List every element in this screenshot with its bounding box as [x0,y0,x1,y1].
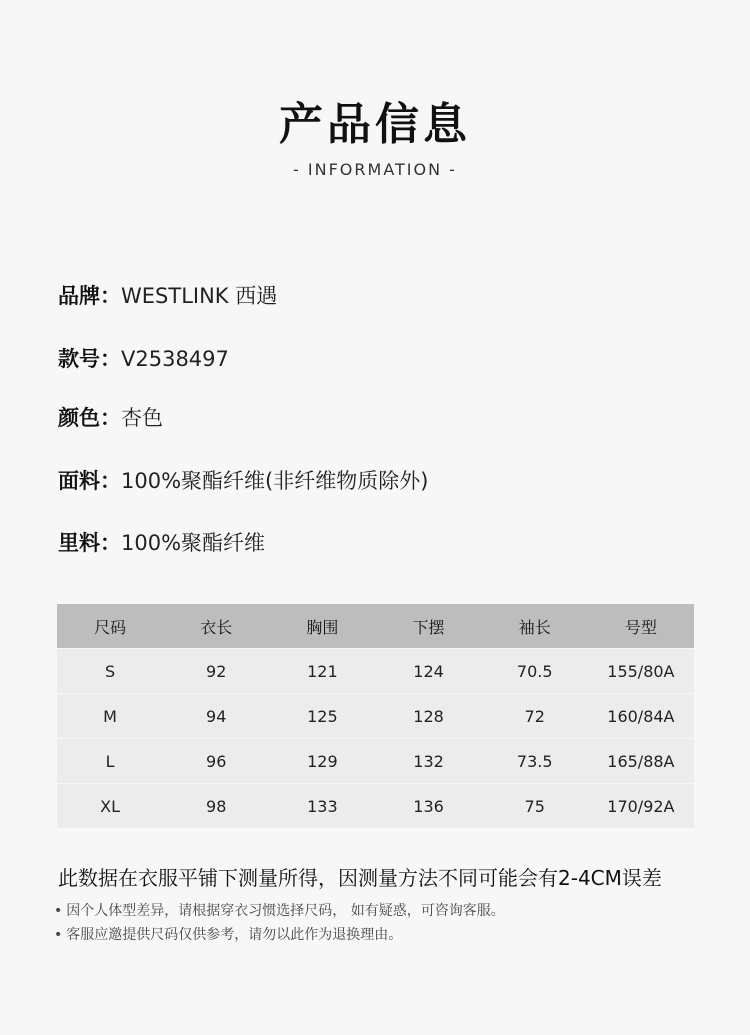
info-color-key: 颜色： [58,406,121,430]
info-style-no-key: 款号： [58,347,121,371]
table-cell: 98 [163,784,269,829]
table-row [57,739,694,784]
table-cell: XL [57,784,163,829]
note-bullet-text: 因个人体型差异，请根据穿衣习惯选择尺码， 如有疑惑，可咨询客服。 [66,903,505,919]
info-lining-key: 里料： [58,531,121,555]
table-cell: 92 [163,649,269,694]
info-fabric-key: 面料： [58,469,121,493]
bullet-dot-icon: • [54,903,63,919]
info-fabric [58,465,428,495]
info-style-no-value: V2538497 [121,347,229,371]
table-cell: 129 [269,739,375,784]
table-cell: 121 [269,649,375,694]
info-lining [58,527,265,557]
table-cell: 160/84A [588,694,694,739]
table-cell: 72 [482,694,588,739]
size-table-header: 胸围 [269,604,375,649]
table-cell: M [57,694,163,739]
size-table-header: 号型 [588,604,694,649]
measurement-note: 此数据在衣服平铺下测量所得，因测量方法不同可能会有2-4CM误差 [58,866,662,890]
table-cell: 70.5 [482,649,588,694]
info-lining-value: 100%聚酯纤维 [121,531,266,555]
table-row [57,694,694,739]
bullet-dot-icon: • [54,927,63,943]
table-cell: 125 [269,694,375,739]
table-cell: 73.5 [482,739,588,784]
table-row [57,784,694,829]
size-table-header-row [57,604,694,649]
size-table-header: 袖长 [482,604,588,649]
table-cell: 165/88A [588,739,694,784]
info-brand-value: WESTLINK 西遇 [121,284,278,308]
table-cell: 128 [375,694,481,739]
note-bullet-1 [54,900,505,920]
info-style-no [58,343,229,373]
size-table-header: 衣长 [163,604,269,649]
table-cell: 75 [482,784,588,829]
page-title: 产品信息 [279,99,471,150]
info-brand-key: 品牌： [58,284,121,308]
table-row [57,649,694,694]
info-brand [58,280,277,310]
table-cell: 132 [375,739,481,784]
info-fabric-value: 100%聚酯纤维(非纤维物质除外) [121,469,429,493]
info-color-value: 杏色 [121,406,163,430]
table-cell: 155/80A [588,649,694,694]
table-cell: 136 [375,784,481,829]
table-cell: 124 [375,649,481,694]
table-cell: 94 [163,694,269,739]
info-color [58,402,163,432]
note-bullet-text: 客服应邀提供尺码仅供参考，请勿以此作为退换理由。 [66,927,403,943]
table-cell: 96 [163,739,269,784]
note-bullet-2 [54,924,402,944]
size-table [57,604,694,828]
table-cell: L [57,739,163,784]
page-subtitle: - INFORMATION - [293,160,457,179]
table-cell: 170/92A [588,784,694,829]
size-table-header: 下摆 [375,604,481,649]
size-table-header: 尺码 [57,604,163,649]
table-cell: 133 [269,784,375,829]
table-cell: S [57,649,163,694]
